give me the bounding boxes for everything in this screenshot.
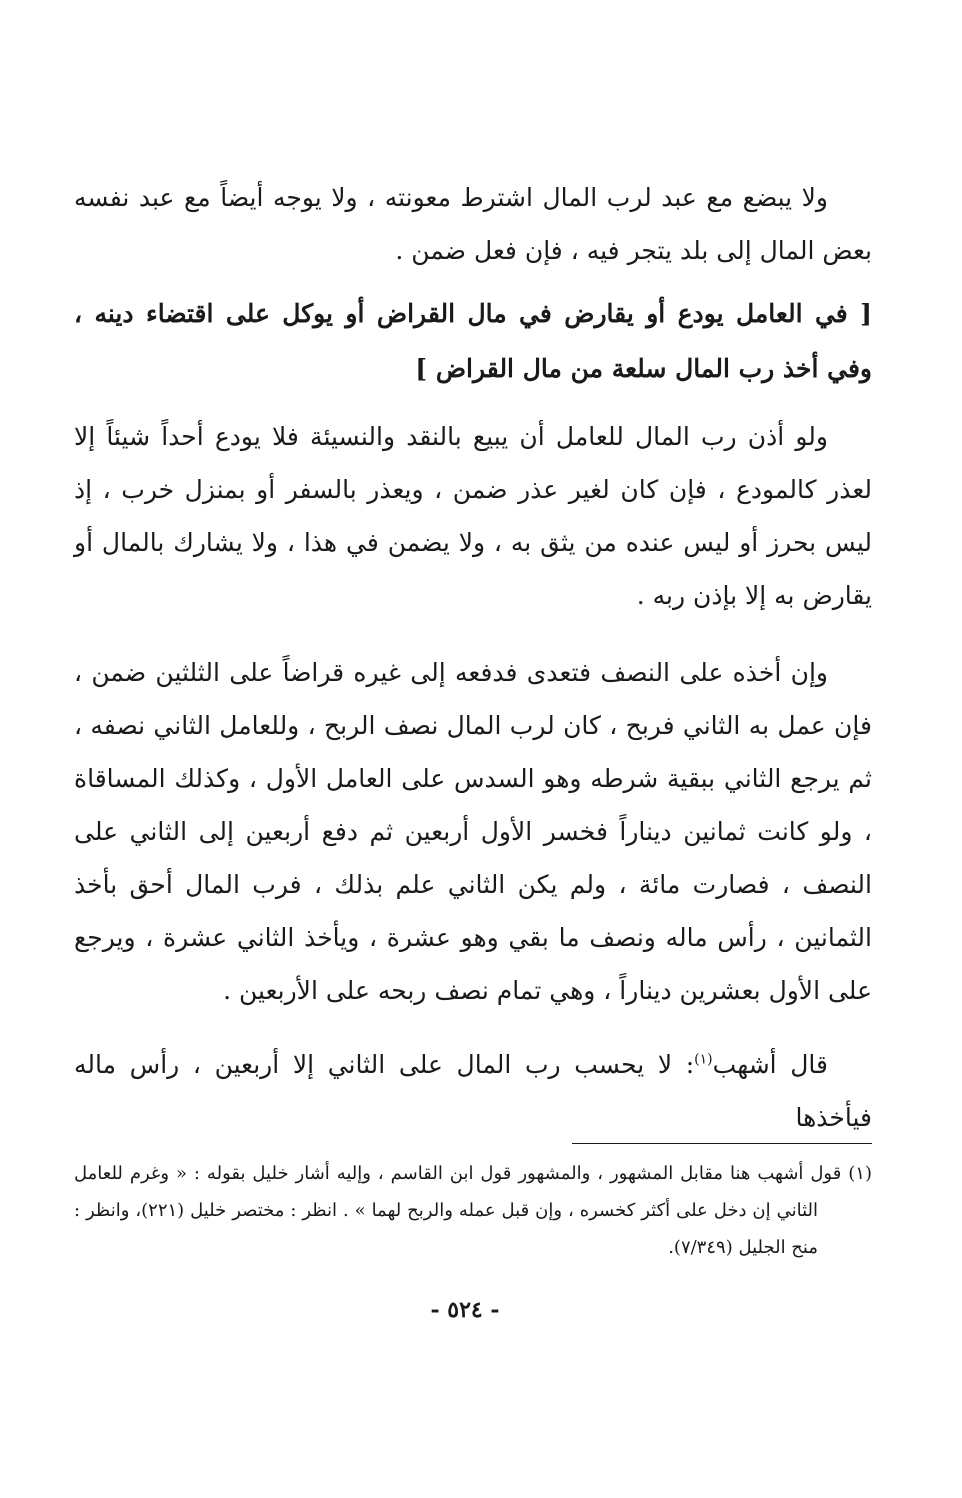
paragraph-4-start: قال أشهب (712, 1050, 828, 1079)
paragraph-4-text (74, 1038, 872, 1144)
paragraph-1-text: ولا يبضع مع عبد لرب المال اشترط معونته ، ولا يوجه أيضاً مع عبد نفسه بعض المال إلى بلد يتجر فيه ، فإن فعل ضمن . (74, 183, 872, 265)
section-heading-text: [ في العامل يودع أو يقارض في مال القراض أو يوكل على اقتضاء دينه ، وفي أخذ رب المال سلعة من مال القراض ] (74, 299, 872, 383)
footnote-text: (١) قول أشهب هنا مقابل المشهور ، والمشهور قول ابن القاسم ، وإليه أشار خليل بقوله : « وغرم للعامل الثاني إن دخل على أكثر كخسره ، وإن قبل عمله والربح لهما » . انظر : مختصر خليل (٢٢١)، وانظر : منح الجليل (٧/٣٤٩). (74, 1163, 872, 1258)
page-number: - ٥٢٤ - (430, 1297, 500, 1323)
paragraph-2-text: ولو أذن رب المال للعامل أن يبيع بالنقد والنسيئة فلا يودع أحداً شيئاً إلا لعذر كالمودع ، فإن كان لغير عذر ضمن ، ويعذر بالسفر أو بمنزل خرب ، إذ ليس بحرز أو ليس عنده من يثق به ، ولا يضمن في هذا ، ولا يشارك بالمال أو يقارض به إلا بإذن ربه . (74, 422, 872, 610)
paragraph-1 (74, 171, 872, 277)
paragraph-3-text: وإن أخذه على النصف فتعدى فدفعه إلى غيره قراضاً على الثلثين ضمن ، فإن عمل به الثاني فربح ، كان لرب المال نصف الربح ، وللعامل الثاني نصفه ، ثم يرجع الثاني ببقية شرطه وهو السدس على العامل الأول ، وكذلك المساقاة ، ولو كانت ثمانين ديناراً فخسر الأول أربعين ثم دفع أربعين إلى الثاني على النصف ، فصارت مائة ، ولم يكن الثاني علم بذلك ، فرب المال أحق بأخذ الثمانين ، رأس ماله ونصف ما بقي وهو عشرة ، ويأخذ الثاني عشرة ، ويرجع على الأول بعشرين ديناراً ، وهي تمام نصف ربحه على الأربعين . (74, 658, 872, 1005)
footnote-marker: (١) (694, 1051, 713, 1068)
section-heading (74, 286, 872, 396)
paragraph-4 (74, 1038, 872, 1144)
footnote-divider (572, 1143, 872, 1144)
paragraph-2 (74, 410, 872, 622)
footnote (74, 1155, 872, 1266)
paragraph-3 (74, 646, 872, 1017)
paragraph-4-end: : لا يحسب رب المال على الثاني إلا أربعين ، رأس ماله فيأخذها (74, 1050, 872, 1132)
